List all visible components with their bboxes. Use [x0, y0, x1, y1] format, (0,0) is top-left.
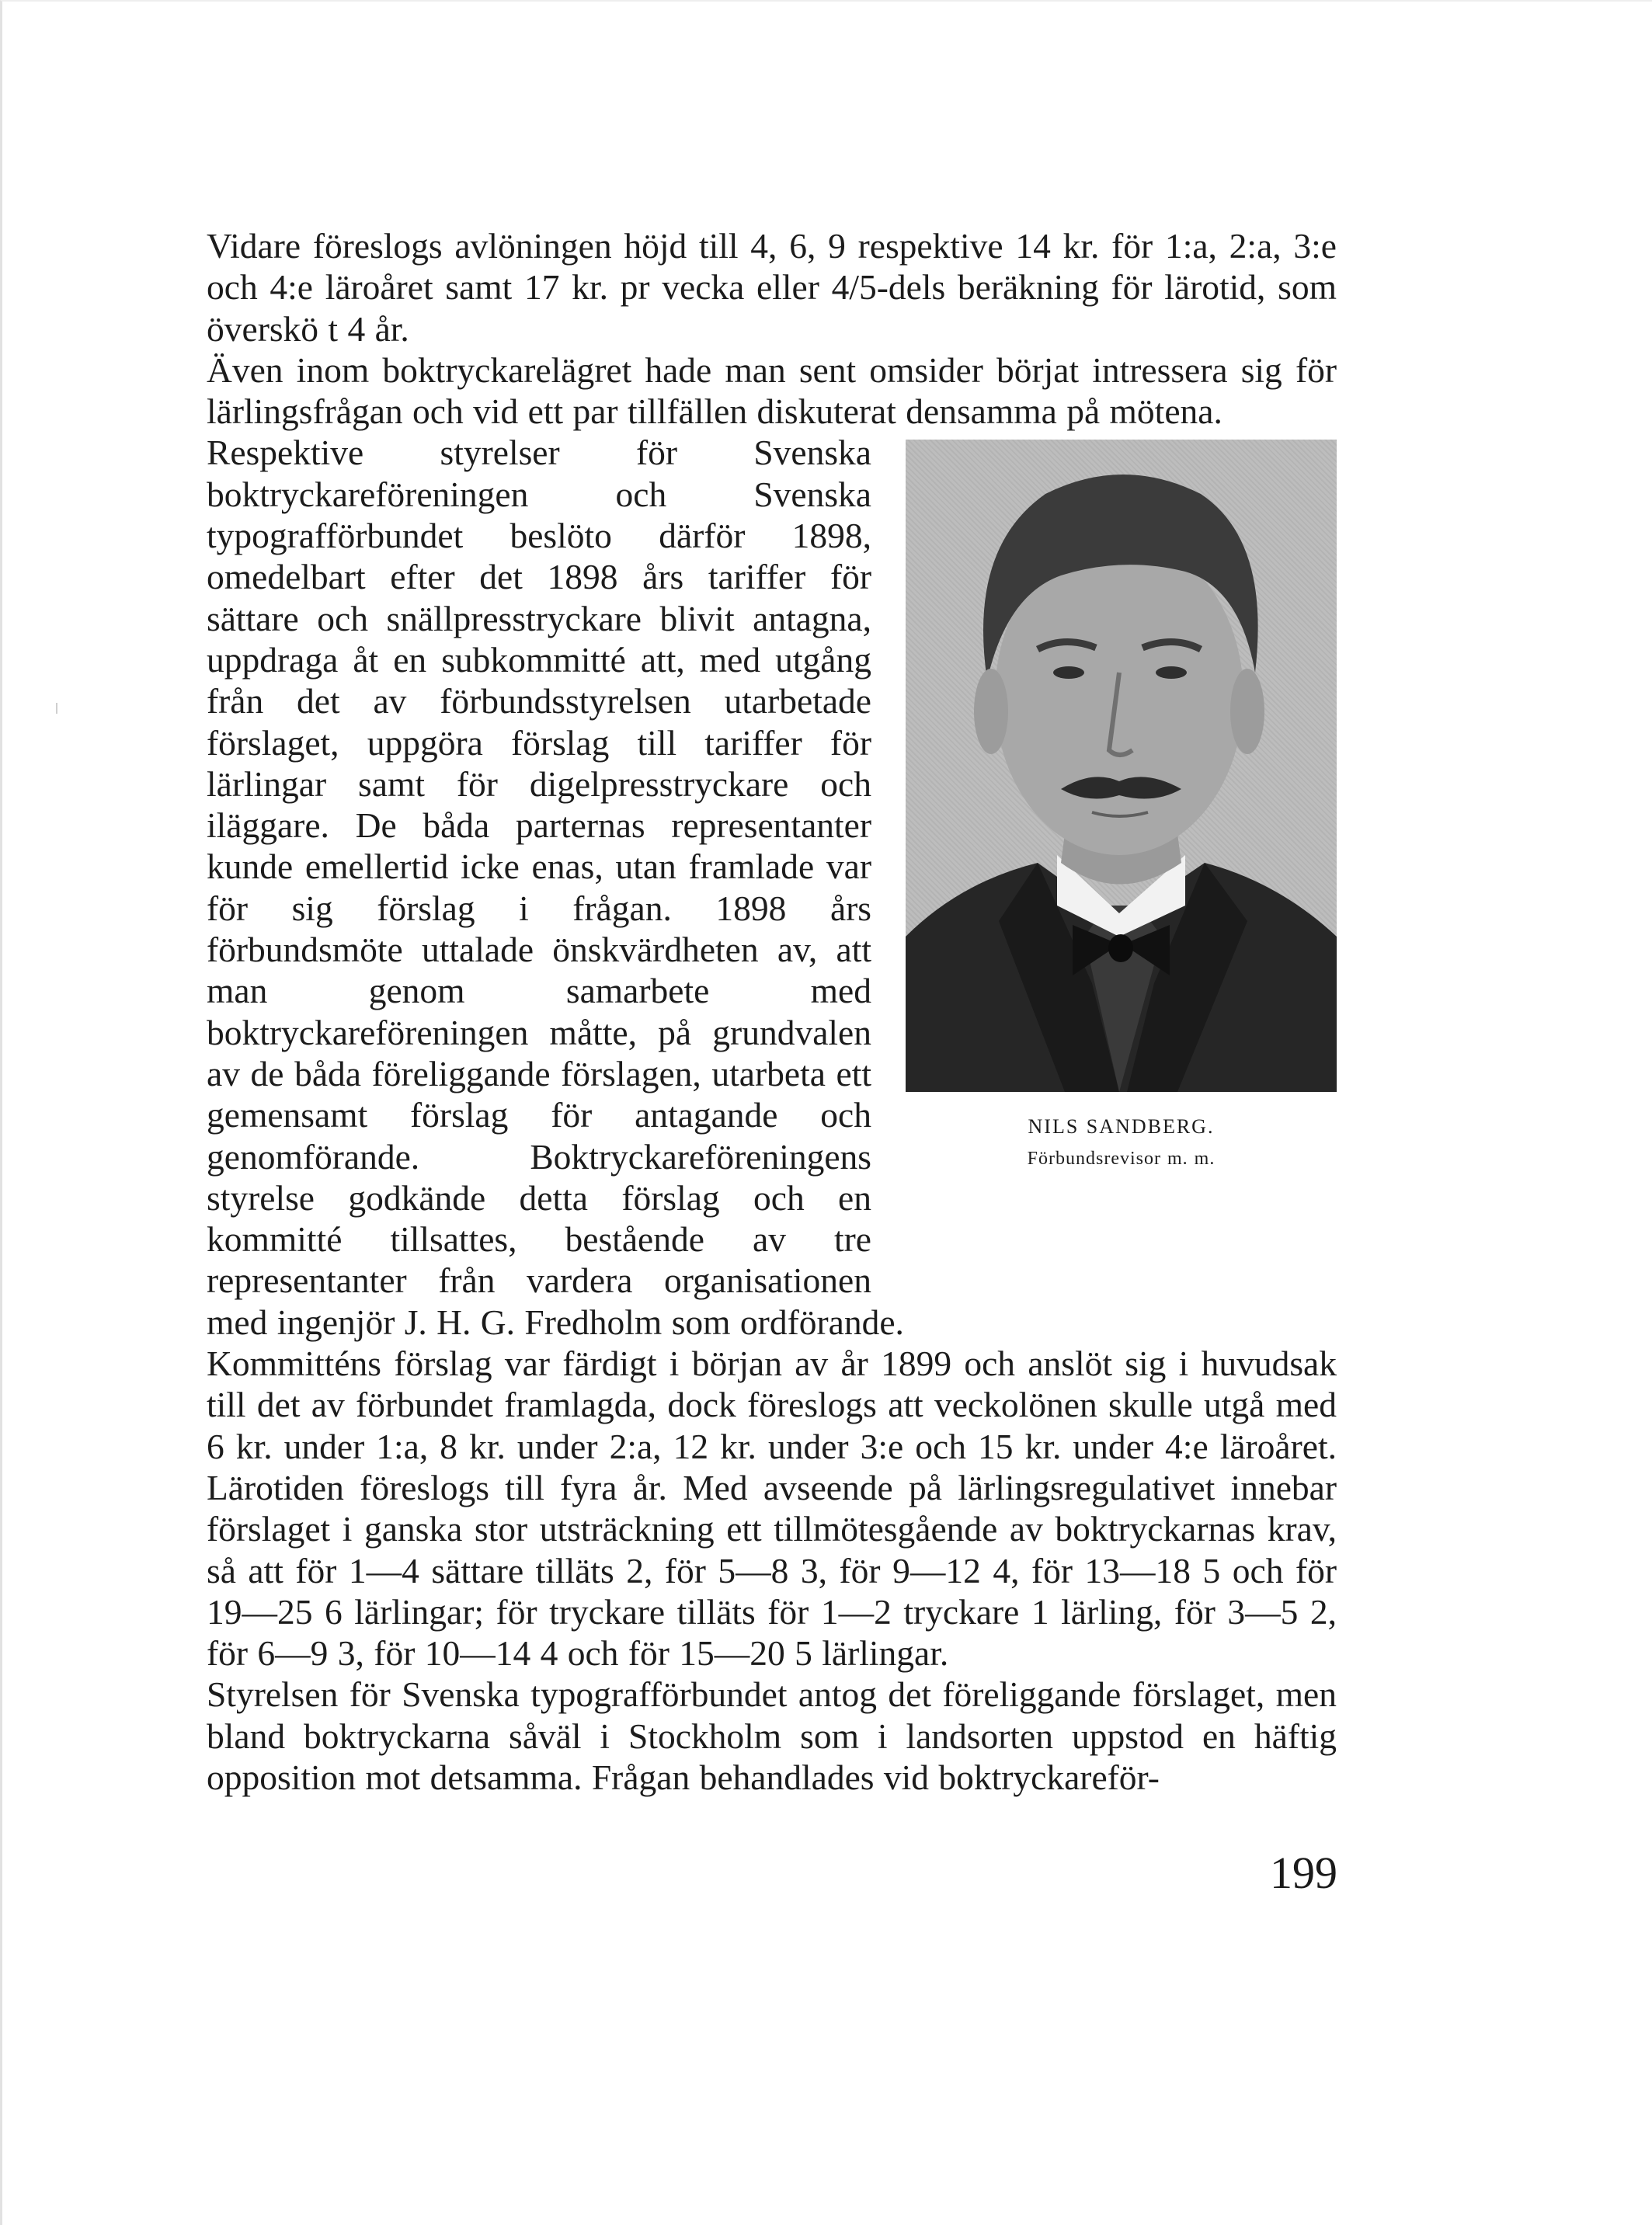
portrait-photo	[906, 440, 1337, 1092]
paragraph-styrelser: Respektive styrelser för Svenska boktryckareföreningen och Svenska typografförbundet beslöto därför 1898, omedelbart efter det 1898 års tariffer för sättare och snällpresstryckare blivit antagna, uppdraga åt en subkommitté att, med utgång från det av förbundsstyrelsen utarbetade förslaget, uppgöra förslag till tariffer för lärlingar samt för digelpresstryckare och iläggare. De båda parternas representanter kunde emellertid icke enas, utan framlade var för sig förslag i frågan. 1898 års förbundsmöte uttalade önskvärdheten av, att man genom samarbete med boktryckareföreningen måtte, på grundvalen av de båda föreliggande förslagen, utarbeta ett gemensamt förslag för antagande och genomförande. Boktryckareföreningens styrelse godkände detta förslag och en kommitté tillsattes, bestående av tre representanter från vardera organisationen med ingenjör J. H. G. Fredholm som ordförande.	[207, 433, 904, 1342]
body-text	[207, 225, 1337, 1798]
stray-mark	[56, 703, 57, 714]
paragraph-boktryckarelagret: Även inom boktryckarelägret hade man sent omsider börjat intressera sig för lärlingsfrågan och vid ett par tillfällen diskuterat densamma på mötena.	[207, 349, 1337, 432]
paragraph-styrelsen: Styrelsen för Svenska typografförbundet antog det föreliggande förslaget, men bland boktryckarna såväl i Stockholm som i landsorten uppstod en häftig opposition mot detsamma. Frågan behandlades vid boktryckareför-	[207, 1674, 1337, 1797]
page-number: 199	[1270, 1848, 1337, 1898]
paragraph-kommitten: Kommitténs förslag var färdigt i början av år 1899 och anslöt sig i huvudsak till det av förbundet framlagda, dock föreslogs att veckolönen skulle utgå med 6 kr. under 1:a, 8 kr. under 2:a, 12 kr. under 3:e och 15 kr. under 4:e läroåret. Lärotiden föreslogs till fyra år. Med avseende på lärlingsregulativet innebar förslaget i ganska stor utsträckning ett tillmötesgående av boktryckarnas krav, så att för 1—4 sättare tilläts 2, för 5—8 3, för 9—12 4, för 13—18 5 och för 19—25 6 lärlingar; för tryckare tilläts för 1—2 tryckare 1 lärling, för 3—5 2, för 6—9 3, för 10—14 4 och för 15—20 5 lärlingar.	[207, 1344, 1337, 1674]
portrait-caption-name: NILS SANDBERG.	[1028, 1115, 1215, 1139]
portrait-caption-role: Förbundsrevisor m. m.	[1027, 1149, 1216, 1170]
portrait-illustration	[906, 440, 1337, 1092]
portrait-figure	[906, 440, 1337, 1298]
paragraph-avloning: Vidare föreslogs avlöningen höjd till 4, 6, 9 respektive 14 kr. för 1:a, 2:a, 3:e och 4:e läroåret samt 17 kr. pr vecka eller 4/5-dels beräkning för lärotid, som överskö t 4 år.	[207, 226, 1337, 349]
